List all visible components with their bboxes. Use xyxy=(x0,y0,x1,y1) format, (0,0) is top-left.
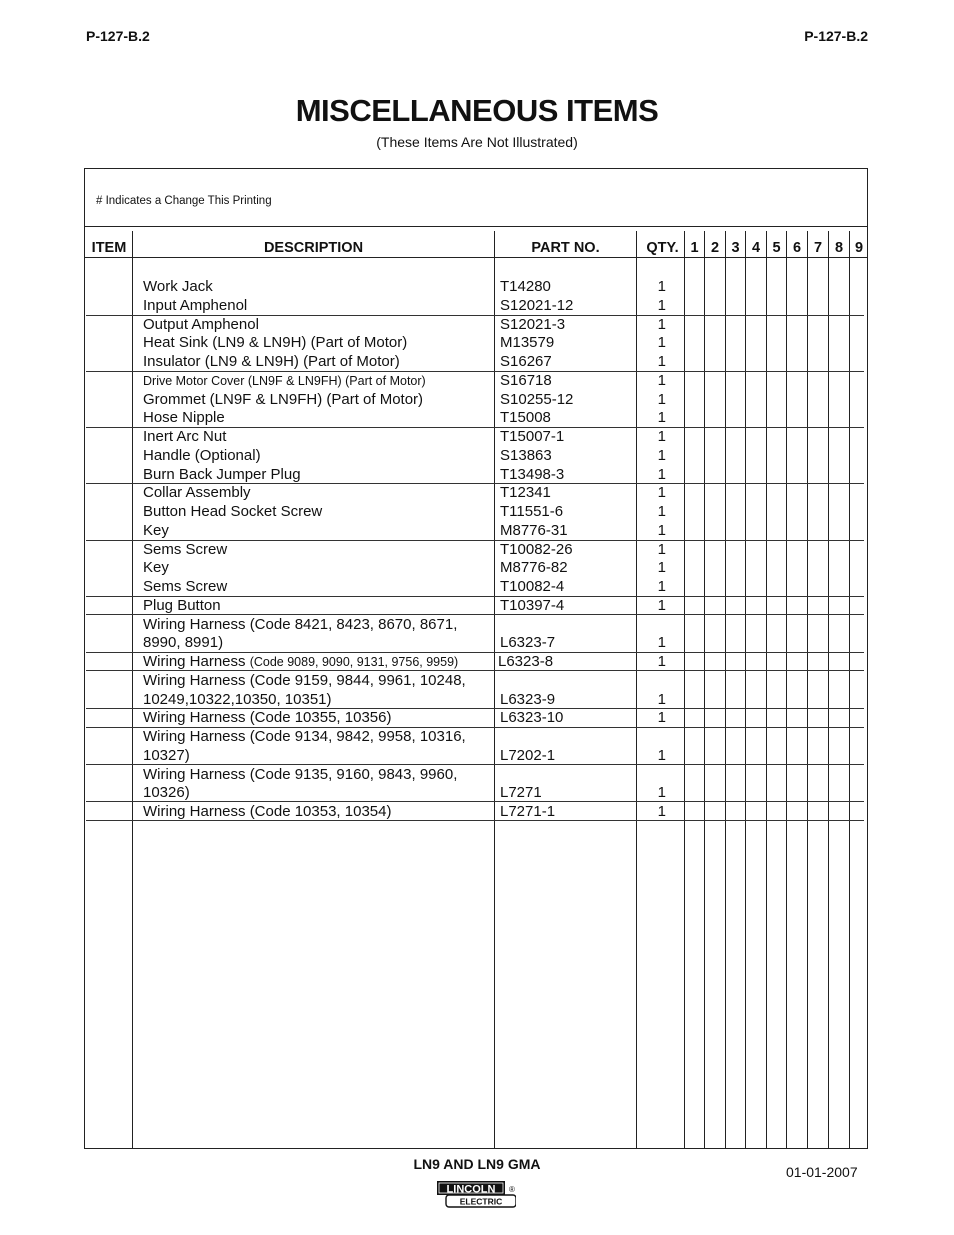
part-description: 8990, 8991) xyxy=(143,634,224,652)
part-number: L6323-8 xyxy=(498,653,554,670)
part-number: L7271 xyxy=(500,784,542,802)
part-description: Wiring Harness (Code 9159, 9844, 9961, 10248, xyxy=(143,671,466,689)
part-number: M13579 xyxy=(500,334,555,352)
part-quantity: 1 xyxy=(657,803,666,820)
part-description: Key xyxy=(143,559,169,577)
col-code-2-header: 2 xyxy=(710,240,720,256)
col-code-8-header: 8 xyxy=(834,240,844,256)
page-title: MISCELLANEOUS ITEMS xyxy=(295,93,659,128)
part-quantity: 1 xyxy=(657,746,666,764)
part-description: Wiring Harness (Code 9089, 9090, 9131, 9756, 9959) xyxy=(143,653,459,670)
logo-text: ELECTRIC xyxy=(459,1196,503,1207)
part-description: Heat Sink (LN9 & LN9H) (Part of Motor) xyxy=(143,334,408,352)
table-header-rule xyxy=(85,257,868,258)
logo-text: LINCOLN xyxy=(446,1183,496,1196)
page-code-right: P-127-B.2 xyxy=(804,28,868,44)
part-description: 10327) xyxy=(143,746,190,764)
part-number: M8776-31 xyxy=(500,521,568,539)
part-number: S16718 xyxy=(500,371,552,389)
part-description: Wiring Harness (Code 8421, 8423, 8670, 8671, xyxy=(143,615,458,633)
part-quantity: 1 xyxy=(657,784,666,802)
part-description: 10249,10322,10350, 10351) xyxy=(143,690,332,708)
col-divider xyxy=(786,231,787,1149)
part-quantity: 1 xyxy=(657,353,666,370)
part-quantity: 1 xyxy=(657,390,666,408)
part-number: S10255-12 xyxy=(500,390,574,408)
part-description: Sems Screw xyxy=(143,540,228,558)
part-description: Hose Nipple xyxy=(143,409,225,427)
col-divider xyxy=(132,231,133,1149)
col-qty-header: QTY. xyxy=(646,240,679,256)
col-part-header: PART NO. xyxy=(531,240,600,256)
part-quantity: 1 xyxy=(657,653,666,670)
part-description: Output Amphenol xyxy=(143,315,259,333)
col-divider xyxy=(636,231,637,1149)
part-quantity: 1 xyxy=(657,690,666,708)
part-quantity: 1 xyxy=(657,521,666,539)
part-number: M8776-82 xyxy=(500,559,568,577)
part-description: Burn Back Jumper Plug xyxy=(143,465,301,483)
part-quantity: 1 xyxy=(657,634,666,652)
col-code-3-header: 3 xyxy=(731,240,740,256)
part-description: Plug Button xyxy=(143,596,221,614)
part-number: T12341 xyxy=(500,484,551,502)
lincoln-electric-logo xyxy=(436,1179,516,1209)
part-number: S12021-3 xyxy=(500,315,566,333)
col-divider xyxy=(828,231,829,1149)
col-code-7-header: 7 xyxy=(813,240,823,256)
part-quantity: 1 xyxy=(657,278,666,295)
part-description: Inert Arc Nut xyxy=(143,428,227,445)
col-code-6-header: 6 xyxy=(792,240,802,256)
part-quantity: 1 xyxy=(657,296,666,314)
part-description: Sems Screw xyxy=(143,578,228,595)
change-note: # Indicates a Change This Printing xyxy=(96,195,272,207)
part-quantity: 1 xyxy=(657,540,666,558)
part-description: Grommet (LN9F & LN9FH) (Part of Motor) xyxy=(143,390,424,408)
part-quantity: 1 xyxy=(657,465,666,483)
part-quantity: 1 xyxy=(657,503,666,520)
page-code-left: P-127-B.2 xyxy=(86,28,150,44)
part-number: L6323-9 xyxy=(500,690,556,708)
col-divider xyxy=(684,231,685,1149)
col-item-header: ITEM xyxy=(91,240,127,256)
part-quantity: 1 xyxy=(657,315,666,333)
part-number: T13498-3 xyxy=(500,465,565,483)
part-description: Wiring Harness (Code 9134, 9842, 9958, 10316, xyxy=(143,728,466,745)
part-quantity: 1 xyxy=(657,578,666,595)
table-top-rule xyxy=(85,226,868,227)
col-divider xyxy=(494,231,495,1149)
part-number: T15008 xyxy=(500,409,551,427)
col-divider xyxy=(725,231,726,1149)
col-code-1-header: 1 xyxy=(690,240,699,256)
col-divider xyxy=(807,231,808,1149)
part-quantity: 1 xyxy=(657,596,666,614)
part-quantity: 1 xyxy=(657,446,666,464)
part-quantity: 1 xyxy=(657,409,666,427)
part-description: Handle (Optional) xyxy=(143,446,261,464)
col-divider xyxy=(745,231,746,1149)
row-separator xyxy=(86,801,864,802)
part-number: L6323-7 xyxy=(500,634,556,652)
col-code-5-header: 5 xyxy=(772,240,781,256)
part-description: 10326) xyxy=(143,784,190,802)
part-number: L7271-1 xyxy=(500,803,556,820)
part-description: Collar Assembly xyxy=(143,484,251,502)
part-number: S12021-12 xyxy=(500,296,574,314)
part-description: Wiring Harness (Code 10353, 10354) xyxy=(143,803,392,820)
page-subtitle: (These Items Are Not Illustrated) xyxy=(376,134,578,150)
footer-model: LN9 AND LN9 GMA xyxy=(413,1156,541,1172)
part-description: Key xyxy=(143,521,169,539)
part-description: Work Jack xyxy=(143,278,213,295)
part-number: T10397-4 xyxy=(500,596,565,614)
part-quantity: 1 xyxy=(657,484,666,502)
col-description-header: DESCRIPTION xyxy=(263,240,364,256)
col-divider xyxy=(704,231,705,1149)
col-code-9-header: 9 xyxy=(854,240,864,256)
part-quantity: 1 xyxy=(657,709,666,727)
part-number: L6323-10 xyxy=(500,709,564,727)
part-quantity: 1 xyxy=(657,334,666,352)
footer-date: 01-01-2007 xyxy=(786,1164,858,1180)
part-description: Insulator (LN9 & LN9H) (Part of Motor) xyxy=(143,353,400,370)
part-number: S13863 xyxy=(500,446,552,464)
registered-mark: ® xyxy=(509,1185,515,1194)
part-number: S16267 xyxy=(500,353,552,370)
part-number: T10082-4 xyxy=(500,578,565,595)
col-divider xyxy=(849,231,850,1149)
part-number: T11551-6 xyxy=(500,503,564,520)
part-quantity: 1 xyxy=(657,559,666,577)
part-number: T14280 xyxy=(500,278,551,295)
part-quantity: 1 xyxy=(657,371,666,389)
part-description: Wiring Harness (Code 9135, 9160, 9843, 9960, xyxy=(143,765,458,783)
part-number: T15007-1 xyxy=(500,428,565,445)
part-quantity: 1 xyxy=(657,428,666,445)
part-description: Input Amphenol xyxy=(143,296,248,314)
part-description: Drive Motor Cover (LN9F & LN9FH) (Part of Motor) xyxy=(143,373,426,388)
part-number: L7202-1 xyxy=(500,746,556,764)
part-description: Wiring Harness (Code 10355, 10356) xyxy=(143,709,392,727)
part-number: T10082-26 xyxy=(500,540,573,558)
part-description: Button Head Socket Screw xyxy=(143,503,323,520)
col-code-4-header: 4 xyxy=(751,240,761,256)
col-divider xyxy=(766,231,767,1149)
